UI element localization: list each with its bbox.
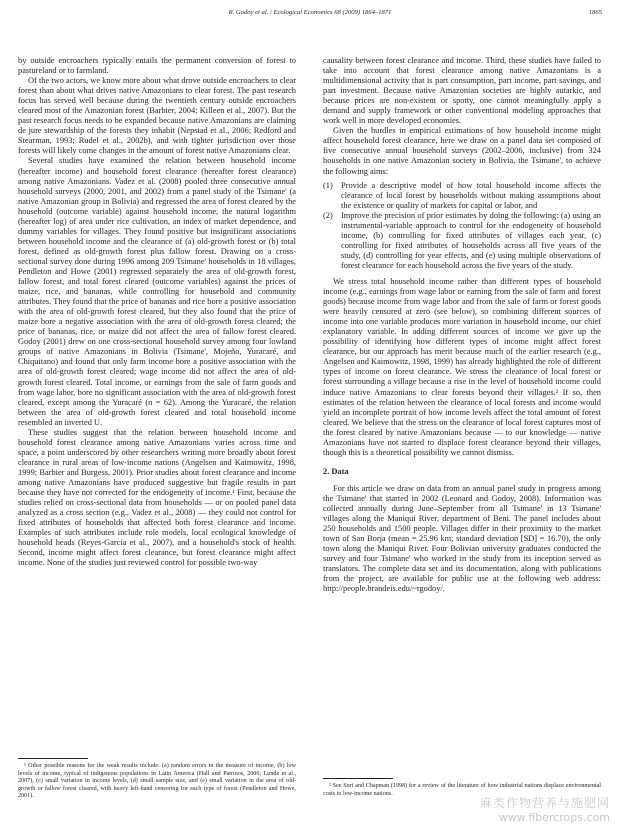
paragraph: We stress total household income rather than different types of household income (e.g., earnings from wage labor or earning from the sale of farm and forest goods) because income from wage labor and from the sale of farm or forest goods were heavily censored at zero (see below), so combining different sources of income into one variable produces more variation in household income, our chief explanatory variable. In adding different sources of income we give up the possibility of identifying how different types of income might affect forest clearance, but our approach has merit because much of the earlier research (e.g., Angelsen and Kaimowitz, 1998, 1999) has already highlighted the role of different types of income on forest clearance. We stress the clearance of local forest or forest surrounding a village because a rise in the level of household income could induce native Amazonians to clear forests beyond their villages.² If so, then estimates of the relation between the clearance of local forests and income would yield an incomplete portrait of how income levels affect the total amount of forest cleared. We believe that the stress on the clearance of local forest captures most of the forest cleared by native Amazonians because — to our knowledge — native Amazonians have not started to displace forest clearance beyond their villages, though this is a theoretical possibility we cannot dismiss. bbox=[323, 276, 601, 457]
paragraph: Several studies have examined the relation between household income (hereafter income) and household forest clearance (hereafter forest clearance) among native Amazonians. Vadez et al. (2008) pooled three consecutive annual household surveys (2000, 2001, and 2002) from a panel study of the Tsimane' (a native Amazonian group in Bolivia) and regressed the area of forest cleared by the household (outcome variable) against household income, the natural logarithm (hereafter log) of area under rice cultivation, an index of market dependence, and dummy variables for villages. They found positive but insignificant associations between household income and the clearance of (a) old-growth forest or (b) total forest, defined as old-growth forest plus fallow forest. Drawing on a cross-sectional survey done during 1996 among 209 Tsimane' households in 18 villages, Pendleton and Howe (2001) regressed separately the area of old-growth forest, fallow forest, and total forest cleared (outcome variables) against the prices of maize, rice, and bananas, while controlling for household and community attributes. They found that the price of bananas and rice bore a positive association with the area of old-growth forest cleared, but they also found that the price of maize bore a negative association with the area of old-growth forest cleared; the price of bananas, rice, or maize did not affect the area of fallow forest cleared. Godoy (2001) drew on one cross-sectional household survey among four lowland groups of native Amazonians in Bolivia (Tsimane', Mojeño, Yuracaré, and Chiquitano) and found that only farm income bore a positive association with the area of old-growth forest cleared; wage income did not affect the area of old-growth forest cleared. Total income, or earnings from the sale of farm goods and from wage labor, bore no significant association with the area of old-growth forest cleared, except among the Yuracaré (n = 62). Among the Yuracaré, the relation between the area of old-growth forest cleared and total household income resembled an inverted U. bbox=[18, 156, 296, 427]
right-column bbox=[323, 56, 601, 594]
footnote-rule bbox=[323, 778, 393, 779]
aim-item bbox=[323, 181, 601, 211]
watermark-url: www.fibercrops.com bbox=[498, 811, 610, 824]
paragraph: For this article we draw on data from an annual panel study in progress among the Tsimane' that started in 2002 (Leonard and Godoy, 2008). Information was collected annually during June–September from all Tsimane' in 13 Tsimane' villages along the Maniqui River, department of Beni. The panel includes about 250 households and 1500 people. Villages differ in their proximity to the market town of San Borja (mean = 25.96 km; standard deviation [SD] = 16.70), the only town along the Maniqui River. Four Bolivian university graduates conducted the survey and four Tsimane' who worked in the study from its inception served as translators. The complete data set and its documentation, along with publications from the project, are available for public use at the following web address: http://people.brandeis.edu/~rgodoy/. bbox=[323, 483, 601, 594]
paragraph: causality between forest clearance and income. Third, these studies have failed to take into account that forest clearance among native Amazonians is a multidimensional activity that is part consumption, part income, part savings, and part investment. Because native Amazonian societies are highly autarkic, and because prices are non-existent or spotty, one cannot meaningfully apply a demand and supply framework or other conventional modeling approaches that work well in more developed economies. bbox=[323, 56, 601, 126]
paragraph: These studies suggest that the relation between household income and household forest clearance among native Amazonians varies across time and space, a point underscored by other researchers writing more broadly about forest clearance in rural areas of low-income nations (Angelsen and Kaimowitz, 1998, 1999; Barbier and Burgess, 2001). Prior studies about forest clearance and income among native Amazonians have produced suggestive but fragile results in part because they have not corrected for the endogeneity of income.¹ First, because the studies relied on cross-sectional data from households — or on pooled panel data analyzed as a cross section (e.g., Vadez et al., 2008) — they could not control for fixed attributes of households that affected both forest clearance and income. Examples of such attributes include role models, local ecological knowledge of household heads (Reyes-García et al., 2007), and a household's stock of health. Second, income might affect forest clearance, but forest clearance might affect income. None of the studies just reviewed control for possible two-way bbox=[18, 427, 296, 568]
footnote-rule bbox=[18, 758, 88, 759]
left-column bbox=[18, 56, 296, 568]
aim-item bbox=[323, 211, 601, 271]
aims-list bbox=[323, 181, 601, 271]
aim-text: Improve the precision of prior estimates by doing the following: (a) using an instrumental-variable approach to control for the endogeneity of household income, (b) controlling for fixed attributes of villages each year, (c) controlling for fixed attributes of households across all five years of the study, (d) controlling for year effects, and (e) using multiple observations of forest clearance for each household across the five years of the study. bbox=[341, 210, 601, 270]
aim-number: (2) bbox=[323, 210, 333, 220]
page-number: 1865 bbox=[588, 9, 602, 16]
watermark bbox=[480, 794, 610, 824]
running-head-title: R. Godoy et al. / Ecological Economics 68 (2009) 1864–1871 bbox=[228, 9, 392, 16]
watermark-title: 麻类作物营养与施肥网 bbox=[479, 796, 610, 810]
paragraph: Of the two actors, we know more about what drove outside encroachers to clear forest than about what drives native Amazonians to clear forest. The past research focus has served well because during the twentieth century outside encroachers cleared most of the Amazonian forest (Barbier, 2004; Killeen et al., 2007). But the past research focus needs to be expanded because native Amazonians are claiming de jure stewardship of the forests they inhabit (Nepstad et al., 2006; Redford and Stearman, 1993; Rudel et al., 2002b), and with tighter jurisdiction over those forests will likely come changes in the amount of forest native Amazonians clear. bbox=[18, 76, 296, 156]
running-head bbox=[0, 9, 620, 21]
paragraph: Given the hurdles in empirical estimations of how household income might affect household forest clearance, here we draw on a panel data set composed of five consecutive annual household surveys (2002–2006, inclusive) from 324 households in one native Amazonian society in Bolivia, the Tsimane', to achieve the following aims: bbox=[323, 126, 601, 176]
footnote-text: ¹ Other possible reasons for the weak results include: (a) random errors in the measure of income, (b) low levels of income, typical of indigenous populations in Latin America (Hall and Patrinos, 2006; Lunde et al., 2007), (c) small variation in income levels, (d) small sample size, and (e) small variation in the area of old-growth or fallow forest cleared, with heavy left-hand censoring for each type of forest (Pendleton and Howe, 2001). bbox=[18, 763, 296, 800]
footnote-1 bbox=[18, 758, 296, 801]
aim-number: (1) bbox=[323, 180, 333, 190]
section-heading: 2. Data bbox=[323, 466, 349, 476]
aim-text: Provide a descriptive model of how total household income affects the clearance of local forest by households without making assumptions about the existence or quality of markets for capital or labor, and bbox=[341, 180, 601, 210]
paragraph: by outside encroachers typically entails the permanent conversion of forest to pastureland or to farmland. bbox=[18, 56, 296, 76]
footnote-text: ² See Suri and Chapman (1998) for a review of the literature of how industrial nations displace environmental costs to low-income nations. bbox=[323, 783, 601, 797]
